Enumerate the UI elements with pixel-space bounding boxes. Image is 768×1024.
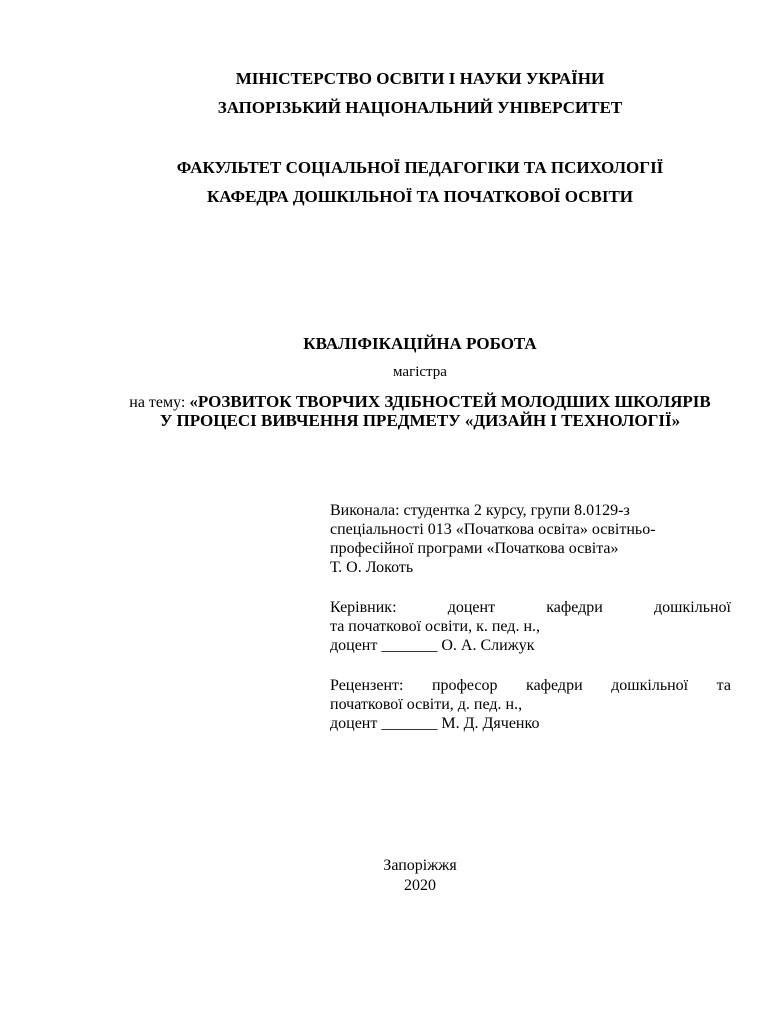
- topic-line-1: [0, 393, 768, 411]
- supervisor-word: доцент: [447, 599, 496, 616]
- reviewer-line-2: початкової освіти, д. пед. н.,: [330, 696, 523, 713]
- supervisor-line-3: доцент _______ О. А. Слижук: [330, 637, 535, 654]
- supervisor-word: дошкільної: [654, 599, 731, 616]
- author-line-2: спеціальності 013 «Початкова освіта» освітньо-: [330, 521, 656, 538]
- supervisor-word: кафедри: [546, 599, 603, 616]
- supervisor-line-2: та початкової освіти, к. пед. н.,: [330, 618, 540, 635]
- topic-text-1: «РОЗВИТОК ТВОРЧИХ ЗДІБНОСТЕЙ МОЛОДШИХ ШКОЛЯРІВ: [189, 392, 711, 411]
- reviewer-word: та: [716, 677, 731, 694]
- reviewer-word: кафедри: [526, 677, 583, 694]
- author-line-3: професійної програми «Початкова освіта»: [330, 540, 619, 557]
- reviewer-word: дошкільної: [611, 677, 689, 694]
- topic-prefix: на тему:: [129, 394, 190, 411]
- author-name: Т. О. Локоть: [330, 559, 414, 576]
- department-heading: КАФЕДРА ДОШКІЛЬНОЇ ТА ПОЧАТКОВОЇ ОСВІТИ: [206, 187, 634, 206]
- reviewer-word: Рецензент:: [330, 677, 404, 694]
- university-heading: ЗАПОРІЗЬКИЙ НАЦІОНАЛЬНИЙ УНІВЕРСИТЕТ: [217, 98, 623, 117]
- supervisor-line-1: [330, 598, 731, 617]
- faculty-heading: ФАКУЛЬТЕТ СОЦІАЛЬНОЇ ПЕДАГОГІКИ ТА ПСИХОЛОГІЇ: [176, 158, 664, 177]
- reviewer-line-3: доцент _______ М. Д. Дяченко: [330, 715, 540, 732]
- reviewer-line-1: [330, 676, 731, 695]
- supervisor-block: [330, 598, 731, 655]
- degree-label: магістра: [393, 364, 447, 380]
- reviewer-block: [330, 676, 731, 733]
- author-block: [330, 501, 731, 577]
- author-line-1: Виконала: студентка 2 курсу, групи 8.0129-з: [330, 502, 630, 519]
- topic-line-2: У ПРОЦЕСІ ВИВЧЕННЯ ПРЕДМЕТУ «ДИЗАЙН І ТЕХНОЛОГІЇ»: [159, 411, 681, 430]
- supervisor-word: Керівник:: [330, 599, 397, 616]
- ministry-heading: МІНІСТЕРСТВО ОСВІТИ І НАУКИ УКРАЇНИ: [235, 69, 605, 88]
- work-type-title: КВАЛІФІКАЦІЙНА РОБОТА: [303, 334, 537, 353]
- year-label: 2020: [404, 877, 436, 894]
- reviewer-word: професор: [431, 677, 498, 694]
- city-label: Запоріжжя: [383, 857, 457, 874]
